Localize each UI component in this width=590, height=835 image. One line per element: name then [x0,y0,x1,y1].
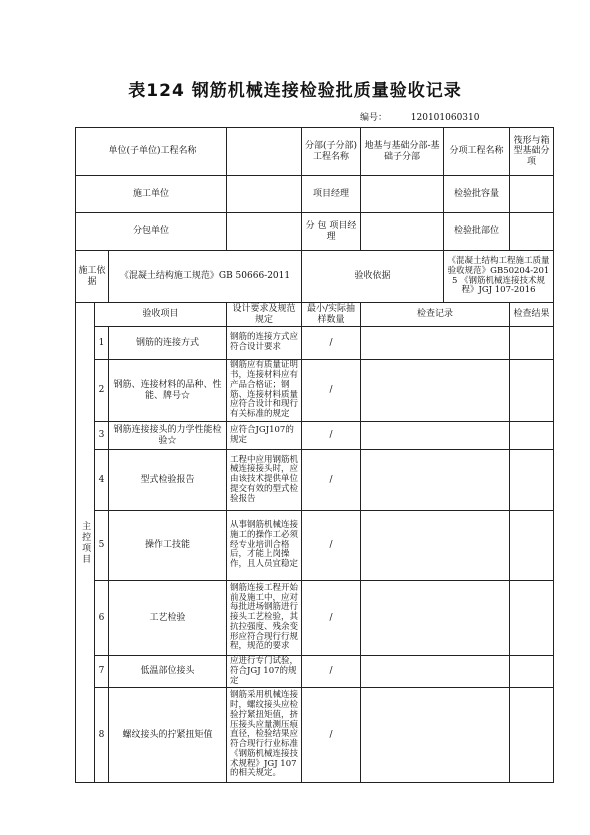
doc-number [360,110,479,123]
batch-location-value[interactable] [510,213,554,251]
doc-number-value: 120101060310 [410,113,480,123]
item-result[interactable] [510,581,554,656]
item-number: 4 [95,450,109,511]
sub-pm-value[interactable] [361,213,444,251]
unit-label: 单位(子单位)工程名称 [109,128,227,176]
item-requirement: 应符合JGJ107的规定 [227,422,302,450]
section-label: 主控项目 [76,303,95,783]
item-name: 钢筋的连接方式 [109,327,227,360]
item-result[interactable] [510,688,554,783]
doc-number-label: 编号： [360,113,388,123]
item-name: 操作工技能 [109,511,227,581]
table-row [76,422,554,450]
item-number: 7 [95,656,109,688]
subitem-value[interactable]: 筏形与箱型基础分项 [510,128,554,176]
item-requirement: 钢筋的连接方式应符合设计要求 [227,327,302,360]
item-requirement: 钢筋连接工程开始前及施工中，应对每批进场钢筋进行接头工艺检验，其抗拉强度、残余变形应符合现行行规程，规范的要求 [227,581,302,656]
item-sample[interactable]: / [302,656,361,688]
item-number: 5 [95,511,109,581]
item-sample[interactable]: / [302,581,361,656]
basis-label: 施工依据 [76,251,109,303]
batch-capacity-value[interactable] [510,176,554,213]
pm-value[interactable] [361,176,444,213]
item-name: 型式检验报告 [109,450,227,511]
acceptance-basis-value: 《混凝土结构工程施工质量验收规范》GB50204-2015 《钢筋机械连接技术规程》JGJ 107-2016 [444,251,554,303]
construction-unit-label: 施工单位 [76,176,227,213]
table-row [76,327,554,360]
item-result[interactable] [510,360,554,422]
division-label: 分部(子分部)工程名称 [302,128,361,176]
item-record[interactable] [361,511,510,581]
item-result[interactable] [510,422,554,450]
item-name: 钢筋、连接材料的品种、性能、牌号☆ [109,360,227,422]
item-sample[interactable]: / [302,511,361,581]
header-row-subcontractor [76,213,554,251]
item-record[interactable] [361,581,510,656]
batch-location-label: 检验批部位 [444,213,510,251]
item-record[interactable] [361,360,510,422]
item-record[interactable] [361,422,510,450]
col-sample-header: 最小/实际抽样数量 [302,303,361,327]
table-row [76,511,554,581]
column-header-row [76,303,554,327]
item-record[interactable] [361,450,510,511]
table-row [76,581,554,656]
item-name: 工艺检验 [109,581,227,656]
subcontractor-value[interactable] [227,213,302,251]
col-result-header: 检查结果 [510,303,554,327]
acceptance-basis-label: 验收依据 [302,251,444,303]
item-requirement: 从事钢筋机械连接施工的操作工必须经专业培训合格后，才能上岗操作，且人员宜稳定 [227,511,302,581]
item-result[interactable] [510,327,554,360]
col-item-header: 验收项目 [95,303,227,327]
item-record[interactable] [361,688,510,783]
header-row-unit [76,128,554,176]
item-sample[interactable]: / [302,327,361,360]
table-row [76,688,554,783]
item-record[interactable] [361,656,510,688]
subcontractor-label: 分包单位 [76,213,227,251]
construction-unit-value[interactable] [227,176,302,213]
unit-label-cell [76,128,109,176]
acceptance-record-table [75,127,554,783]
item-result[interactable] [510,450,554,511]
unit-value[interactable] [227,128,302,176]
page-title: 表124 钢筋机械连接检验批质量验收记录 [128,81,462,101]
item-requirement: 应进行专门试验，符合JGJ 107的规定 [227,656,302,688]
item-number: 8 [95,688,109,783]
item-name: 钢筋连接接头的力学性能检验☆ [109,422,227,450]
item-record[interactable] [361,327,510,360]
col-design-header: 设计要求及规范规定 [227,303,302,327]
basis-value: 《混凝土结构施工规范》GB 50666-2011 [109,251,302,303]
division-value[interactable]: 地基与基础分部-基础子分部 [361,128,444,176]
item-name: 螺纹接头的拧紧扭矩值 [109,688,227,783]
table-row [76,360,554,422]
col-record-header: 检查记录 [361,303,510,327]
item-name: 低温部位接头 [109,656,227,688]
item-number: 2 [95,360,109,422]
table-row [76,450,554,511]
batch-capacity-label: 检验批容量 [444,176,510,213]
item-number: 1 [95,327,109,360]
table-row [76,656,554,688]
item-requirement: 钢筋采用机械连接时，螺纹接头应检验拧紧扭矩值，挤压接头应量测压痕直径，检验结果应符合现行行业标准《钢筋机械连接技术规程》JGJ 107的相关规定。 [227,688,302,783]
item-number: 3 [95,422,109,450]
item-result[interactable] [510,511,554,581]
subitem-label: 分项工程名称 [444,128,510,176]
header-row-basis [76,251,554,303]
item-sample[interactable]: / [302,450,361,511]
item-requirement: 钢筋应有质量证明书，连接材料应有产品合格证；钢筋、连接材料质量应符合设计和现行有关标准的规定 [227,360,302,422]
item-number: 6 [95,581,109,656]
sub-pm-label: 分 包 项目经理 [302,213,361,251]
item-result[interactable] [510,656,554,688]
pm-label: 项目经理 [302,176,361,213]
item-sample[interactable]: / [302,360,361,422]
item-sample[interactable]: / [302,688,361,783]
item-sample[interactable]: / [302,422,361,450]
item-requirement: 工程中应用钢筋机械连接接头时，应由该技术提供单位提交有效的型式检验报告 [227,450,302,511]
header-row-construction [76,176,554,213]
